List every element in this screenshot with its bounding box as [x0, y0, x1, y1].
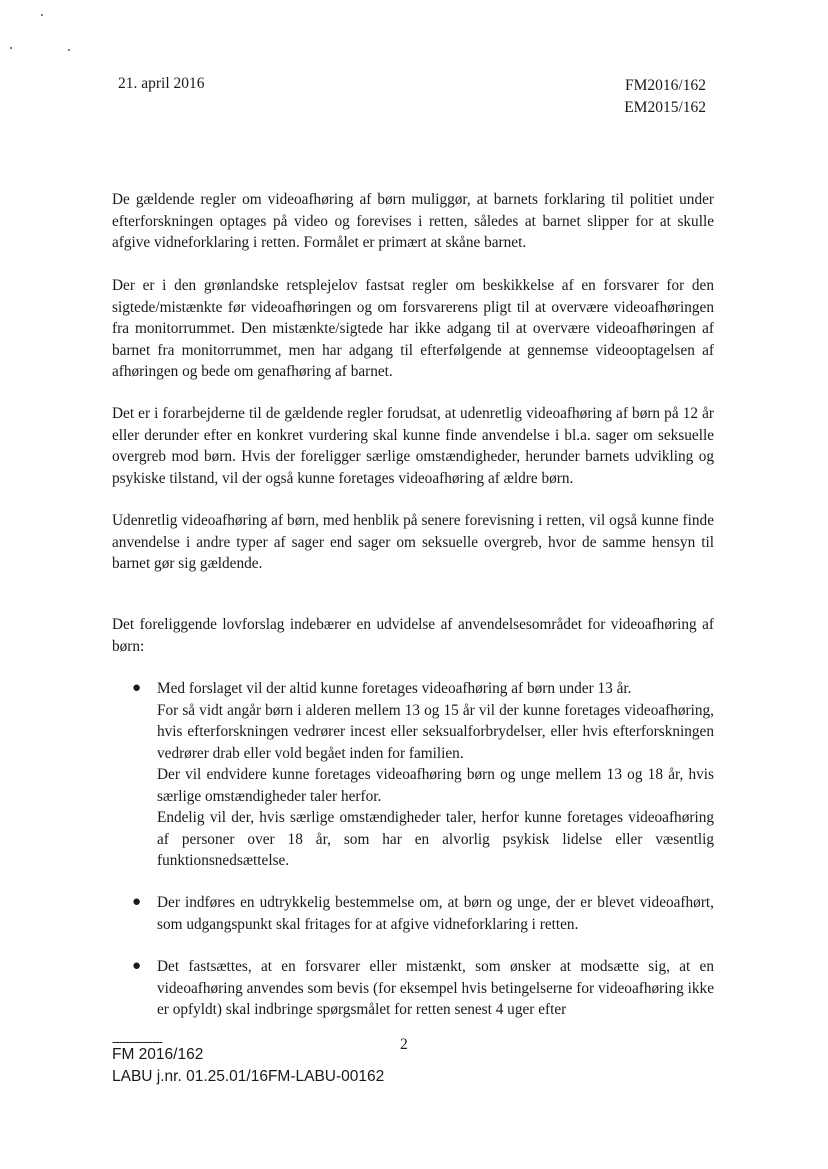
bullet-item-3 — [112, 956, 714, 1021]
header-references — [624, 75, 706, 119]
header-date: 21. april 2016 — [118, 75, 205, 92]
bullet-list-3 — [112, 956, 714, 1021]
bullet-1-line-4: Endelig vil der, hvis særlige omstændigheder taler, herfor kunne foretages videoafhøring af personer over 18 år, som har en alvorlig psykisk lidelse eller væsentlig funktionsnedsættelse. — [157, 809, 714, 869]
bullet-1-line-2: For så vidt angår børn i alderen mellem 13 og 15 år vil der kunne foretages videoafhøring, hvis efterforskningen vedrører incest eller seksualforbrydelser, eller hvis efterforskningen vedrører drab eller vold begået inden for familien. — [157, 701, 714, 762]
bullet-item-1 — [112, 678, 714, 872]
bullet-item-2 — [112, 892, 714, 935]
paragraph-2: Der er i den grønlandske retsplejelov fastsat regler om beskikkelse af en forsvarer for den sigtede/mistænkte før videoafhøringen og om forsvarerens pligt til at overvære videoafhøringen fra monitorrummet. Den mistænkte/sigtede har ikke adgang til at overvære videoafhøringen af barnet fra monitorrummet, men har adgang til efterfølgende at gennemse videooptagelsen af afhøringen og bede om genafhøring af barnet. — [112, 277, 714, 380]
footer-rule: --------------- — [112, 1034, 162, 1049]
bullet-3-line-1: Det fastsættes, at en forsvarer eller mistænkt, som ønsker at modsætte sig, at en videoafhøring anvendes som bevis (for eksempel hvis betingelserne for videoafhøring ikke er opfyldt) skal indbringe spørgsmålet for retten senest 4 uger efter — [157, 958, 714, 1018]
bullet-list-2 — [112, 892, 714, 935]
bullet-icon: ● — [132, 680, 142, 696]
scan-speck — [68, 49, 70, 51]
bullet-icon: ● — [132, 958, 142, 974]
bullet-1-line-3: Der vil endvidere kunne foretages videoafhøring børn og unge mellem 13 og 18 år, hvis særlige omstændigheder taler herfor. — [157, 766, 714, 805]
paragraph-4: Udenretlig videoafhøring af børn, med henblik på senere forevisning i retten, vil også kunne finde anvendelse i andre typer af sager end sager om seksuelle overgreb, hvor de samme hensyn til barnet gør sig gældende. — [112, 512, 714, 572]
bullet-list — [112, 678, 714, 872]
paragraph-3: Det er i forarbejderne til de gældende regler forudsat, at udenretlig videoafhøring af børn på 12 år eller derunder efter en konkret vurdering skal kunne finde anvendelse i bl.a. sager om seksuelle overgreb mod børn. Hvis der foreligger særlige omstændigheder, herunder barnets udvikling og psykiske tilstand, vil der også kunne foretages videoafhøring af ældre børn. — [112, 405, 714, 487]
footer-reference-fm: FM 2016/162 — [112, 1046, 204, 1063]
header-reference-em: EM2015/162 — [624, 99, 706, 116]
scan-speck — [41, 14, 43, 16]
page-number: 2 — [400, 1036, 408, 1053]
bullet-1-line-1: Med forslaget vil der altid kunne foretages videoafhøring af børn under 13 år. — [157, 680, 632, 697]
scan-speck — [10, 47, 12, 49]
bullet-icon: ● — [132, 894, 142, 910]
paragraph-5: Det foreliggende lovforslag indebærer en udvidelse af anvendelsesområdet for videoafhøring af børn: — [112, 616, 714, 655]
header-reference-fm: FM2016/162 — [625, 77, 706, 94]
paragraph-1: De gældende regler om videoafhøring af børn muliggør, at barnets forklaring til politiet under efterforskningen optages på video og forevises i retten, således at barnet slipper for at skulle afgive vidneforklaring i retten. Formålet er primært at skåne barnet. — [112, 191, 714, 251]
bullet-2-line-1: Der indføres en udtrykkelig bestemmelse om, at børn og unge, der er blevet videoafhørt, som udgangspunkt skal fritages for at afgive vidneforklaring i retten. — [157, 894, 714, 933]
footer-reference-labu: LABU j.nr. 01.25.01/16FM-LABU-00162 — [112, 1068, 385, 1085]
